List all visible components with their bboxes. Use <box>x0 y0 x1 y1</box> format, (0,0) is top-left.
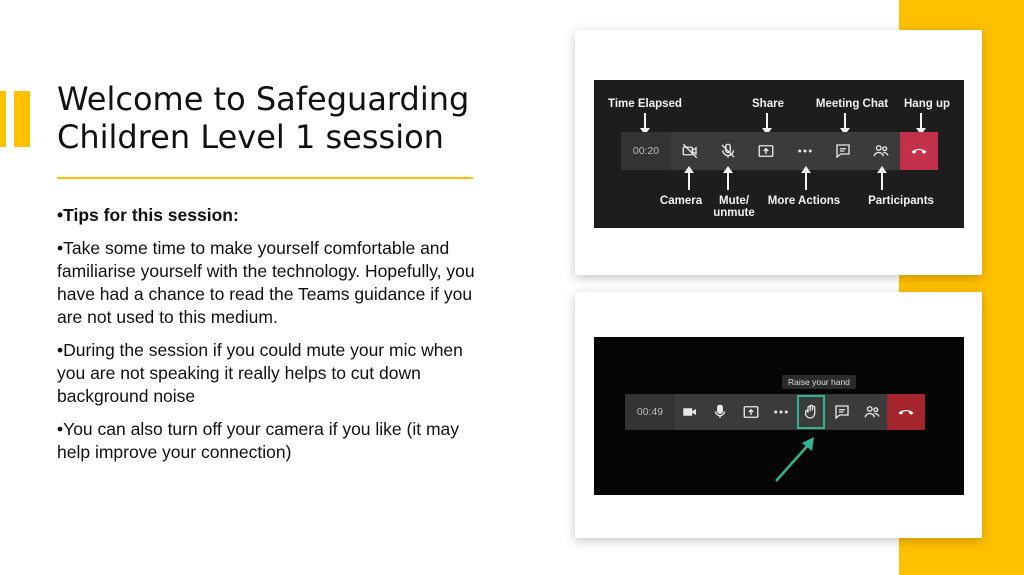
bullet-tip-comfortable: •Take some time to make yourself comfortable and familiarise yourself with the technology. Hopefully, you have had a chance to read the Teams guidance if you are not used to this medium. <box>57 238 475 327</box>
call-toolbar <box>621 132 938 170</box>
call-timer: 00:20 <box>621 132 671 170</box>
arrow-camera <box>688 172 690 190</box>
label-mute <box>713 195 755 219</box>
bullet-tip-camera: •You can also turn off your camera if you like (it may help improve your connection) <box>57 419 460 462</box>
bullet-tip-mute: •During the session if you could mute your mic when you are not speaking it really helps to cut down background noise <box>57 340 463 406</box>
hang-up-icon-2 <box>887 394 925 430</box>
slide-body <box>57 204 477 474</box>
more-actions-icon-2 <box>766 394 796 430</box>
slide-title-line2: Children Level 1 session <box>57 118 444 156</box>
label-mute-line1: Mute/ <box>718 195 750 207</box>
teams-toolbar-annotated-image <box>594 80 964 228</box>
label-meeting-chat: Meeting Chat <box>815 98 889 110</box>
arrow-time <box>644 113 646 129</box>
mic-off-icon <box>709 132 747 170</box>
participants-icon <box>862 132 900 170</box>
label-hang-up: Hang up <box>904 98 950 110</box>
share-icon-2 <box>736 394 766 430</box>
hang-up-icon <box>900 132 938 170</box>
arrow-hangup <box>920 113 922 129</box>
raise-hand-image <box>594 337 964 495</box>
raise-hand-icon <box>796 394 826 430</box>
slide-title <box>57 80 497 156</box>
mic-icon <box>705 394 735 430</box>
accent-bar-left-wide <box>14 91 30 147</box>
call-toolbar-2 <box>625 394 925 430</box>
bullet-tips-heading: •Tips for this session: <box>57 205 239 225</box>
chat-icon <box>824 132 862 170</box>
more-actions-icon <box>786 132 824 170</box>
camera-off-icon <box>671 132 709 170</box>
arrow-mute <box>727 172 729 190</box>
arrow-more <box>805 172 807 190</box>
slide-title-line1: Welcome to Safeguarding <box>57 80 470 118</box>
label-mute-line2: unmute <box>713 207 755 219</box>
title-underline <box>57 177 473 179</box>
call-timer-2: 00:49 <box>625 394 675 430</box>
arrow-participants <box>881 172 883 190</box>
label-more-actions: More Actions <box>767 195 841 207</box>
label-participants: Participants <box>868 195 934 207</box>
arrow-share <box>766 113 768 129</box>
label-camera: Camera <box>659 195 703 207</box>
label-share: Share <box>752 98 784 110</box>
share-icon <box>747 132 785 170</box>
chat-icon-2 <box>826 394 856 430</box>
arrow-chat <box>844 113 846 129</box>
participants-icon-2 <box>857 394 887 430</box>
camera-icon <box>675 394 705 430</box>
raise-hand-tooltip: Raise your hand <box>782 375 856 389</box>
pointer-arrow-icon <box>772 433 822 485</box>
accent-bar-left <box>0 91 6 147</box>
toolbar-guide-card <box>575 30 982 275</box>
label-time-elapsed: Time Elapsed <box>608 98 682 110</box>
raise-hand-card <box>575 292 982 538</box>
